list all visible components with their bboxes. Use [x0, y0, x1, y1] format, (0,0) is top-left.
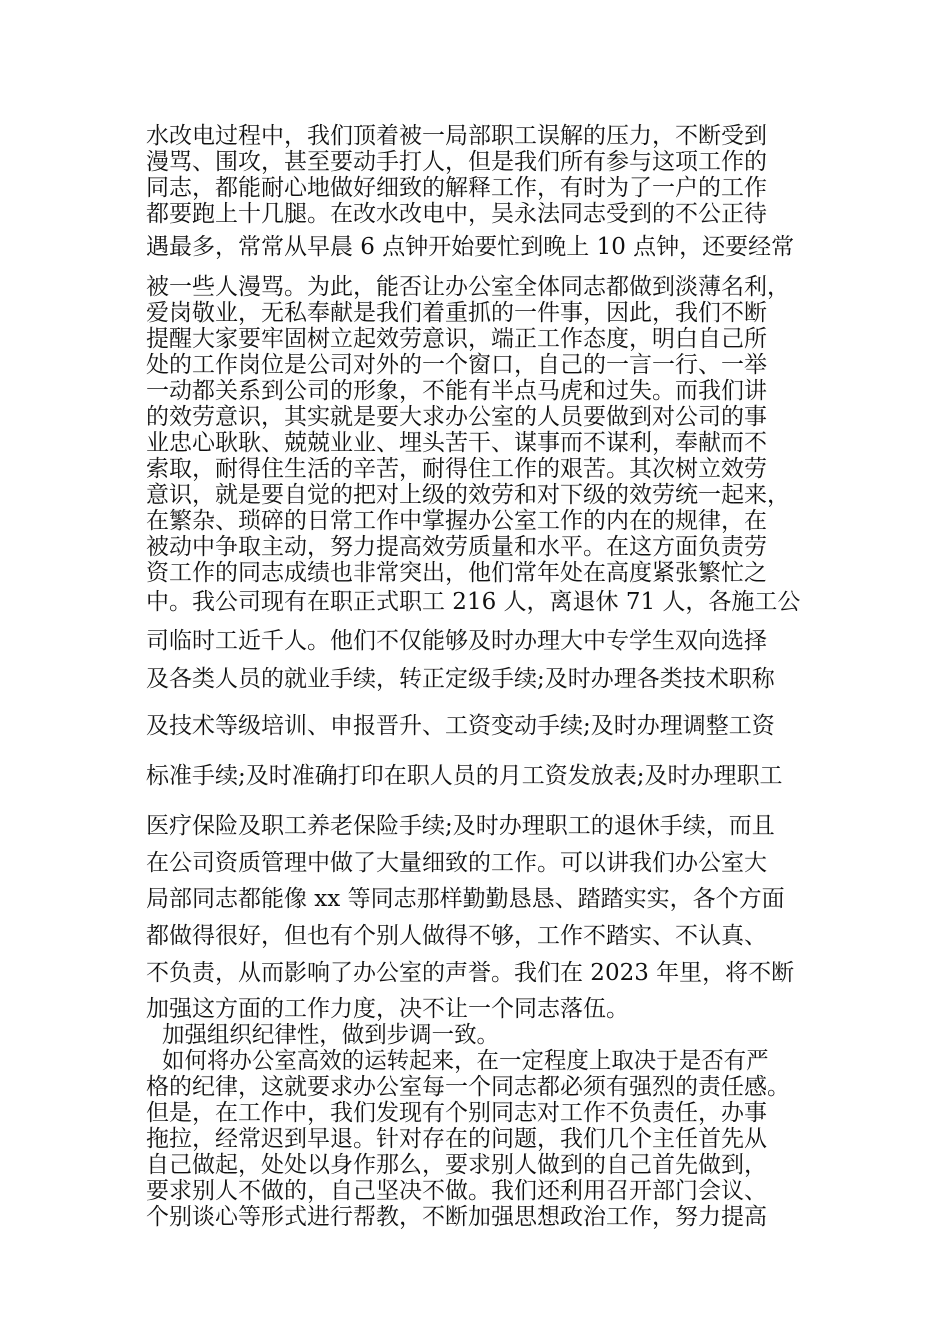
text-line: 处的工作岗位是公司对外的一个窗口，自己的一言一行、一举	[146, 352, 767, 378]
text-line: 爱岗敬业，无私奉献是我们着重抓的一件事，因此，我们不断	[146, 300, 767, 326]
text-line: 同志，都能耐心地做好细致的解释工作，有时为了一户的工作	[146, 175, 767, 201]
text-line: 拖拉，经常迟到早退。针对存在的问题，我们几个主任首先从	[146, 1126, 767, 1152]
text-line: 及技术等级培训、申报晋升、工资变动手续;及时办理调整工资	[146, 713, 775, 739]
text-line: 个别谈心等形式进行帮教，不断加强思想政治工作，努力提高	[146, 1204, 767, 1230]
text-line: 及各类人员的就业手续，转正定级手续;及时办理各类技术职称	[146, 666, 775, 692]
text-line: 一动都关系到公司的形象，不能有半点马虎和过失。而我们讲	[146, 378, 767, 404]
section-heading: 加强组织纪律性，做到步调一致。	[162, 1022, 499, 1048]
text-line: 被动中争取主动，努力提高效劳质量和水平。在这方面负责劳	[146, 534, 767, 560]
text-line: 中。我公司现有在职正式职工 216 人，离退休 71 人，各施工公	[146, 589, 801, 615]
text-line: 遇最多，常常从早晨 6 点钟开始要忙到晚上 10 点钟，还要经常	[146, 234, 795, 260]
text-line: 在公司资质管理中做了大量细致的工作。可以讲我们办公室大	[146, 850, 767, 876]
text-line: 司临时工近千人。他们不仅能够及时办理大中专学生双向选择	[146, 628, 767, 654]
text-line: 漫骂、围攻，甚至要动手打人，但是我们所有参与这项工作的	[146, 149, 767, 175]
text-line: 意识，就是要自觉的把对上级的效劳和对下级的效劳统一起来，	[146, 482, 790, 508]
text-line: 都要跑上十几腿。在改水改电中，吴永法同志受到的不公正待	[146, 201, 767, 227]
text-line: 的效劳意识，其实就是要大求办公室的人员要做到对公司的事	[146, 404, 767, 430]
text-line: 资工作的同志成绩也非常突出，他们常年处在高度紧张繁忙之	[146, 560, 767, 586]
text-line: 业忠心耿耿、兢兢业业、埋头苦干、谋事而不谋利，奉献而不	[146, 430, 767, 456]
text-line: 在繁杂、琐碎的日常工作中掌握办公室工作的内在的规律，在	[146, 508, 767, 534]
text-line: 局部同志都能像 xx 等同志那样勤勤恳恳、踏踏实实，各个方面	[146, 886, 785, 912]
text-line: 格的纪律，这就要求办公室每一个同志都必须有强烈的责任感。	[146, 1074, 790, 1100]
text-line: 标准手续;及时准确打印在职人员的月工资发放表;及时办理职工	[146, 763, 783, 789]
text-line: 如何将办公室高效的运转起来，在一定程度上取决于是否有严	[162, 1048, 769, 1074]
text-line: 都做得很好，但也有个别人做得不够，工作不踏实、不认真、	[146, 923, 767, 949]
text-line: 医疗保险及职工养老保险手续;及时办理职工的退休手续，而且	[146, 813, 775, 839]
text-line: 不负责，从而影响了办公室的声誉。我们在 2023 年里，将不断	[146, 960, 795, 986]
text-line: 水改电过程中，我们顶着被一局部职工误解的压力，不断受到	[146, 123, 767, 149]
text-line: 加强这方面的工作力度，决不让一个同志落伍。	[146, 996, 629, 1022]
text-line: 要求别人不做的，自己坚决不做。我们还利用召开部门会议、	[146, 1178, 767, 1204]
text-line: 自己做起，处处以身作那么，要求别人做到的自己首先做到，	[146, 1152, 767, 1178]
text-line: 但是，在工作中，我们发现有个别同志对工作不负责任，办事	[146, 1100, 767, 1126]
text-line: 提醒大家要牢固树立起效劳意识，端正工作态度，明白自己所	[146, 326, 767, 352]
text-line: 被一些人漫骂。为此，能否让办公室全体同志都做到淡薄名利，	[146, 274, 790, 300]
text-line: 索取，耐得住生活的辛苦，耐得住工作的艰苦。其次树立效劳	[146, 456, 767, 482]
